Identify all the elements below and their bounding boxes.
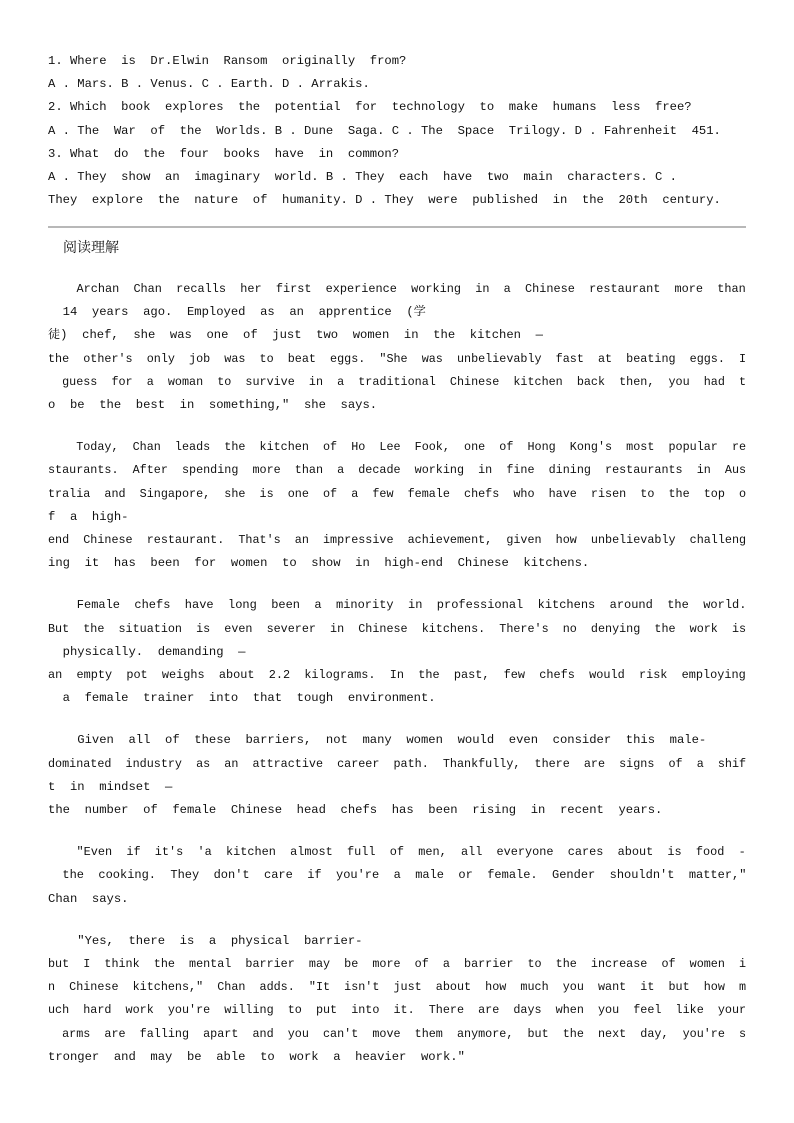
question-2-options: A . The War of the Worlds. B . Dune Saga. C . The Space Trilogy. D . Fahrenheit 451. (48, 124, 721, 138)
passage-line: "Yes, there is a physical barrier- (48, 934, 363, 948)
passage-line: f a high- (48, 510, 129, 524)
passage-line: "Even if it's 'a kitchen almost full of men, all everyone cares about is food - (48, 845, 746, 859)
passage-line: tralia and Singapore, she is one of a few female chefs who have risen to the top o (48, 487, 747, 501)
passage-line: o be the best in something," she says. (48, 398, 378, 412)
passage-line: end Chinese restaurant. That's an impressive achievement, given how unbelievably challeng (48, 533, 747, 547)
section-heading: 阅读理解 (63, 240, 119, 256)
passage-line: dominated industry as an attractive career path. Thankfully, there are signs of a shif (48, 757, 747, 771)
passage-line: Today, Chan leads the kitchen of Ho Lee Fook, one of Hong Kong's most popular re (48, 440, 747, 454)
passage-line: But the situation is even severer in Chinese kitchens. There's no denying the work is (48, 622, 747, 636)
passage-line: an empty pot weighs about 2.2 kilograms. In the past, few chefs would risk employing (48, 668, 746, 682)
passage-line: the number of female Chinese head chefs has been rising in recent years. (48, 803, 663, 817)
passage-line: Given all of these barriers, not many women would even consider this male- (48, 733, 707, 747)
passage-line: physically. demanding — (48, 645, 246, 659)
passage-line: Chan says. (48, 892, 129, 906)
passage-line: but I think the mental barrier may be more of a barrier to the increase of women i (48, 957, 747, 971)
question-1-options: A . Mars. B . Venus. C . Earth. D . Arrakis. (48, 77, 370, 91)
passage-line: a female trainer into that tough environment. (48, 691, 436, 705)
passage-line: t in mindset — (48, 780, 173, 794)
passage-line: tronger and may be able to work a heavier work." (48, 1050, 465, 1064)
question-1: 1. Where is Dr.Elwin Ransom originally from? (48, 54, 407, 68)
passage-line: Female chefs have long been a minority in professional kitchens around the world. (48, 598, 747, 612)
question-3-options-cont: They explore the nature of humanity. D . They were published in the 20th century. (48, 193, 721, 207)
passage-line: arms are falling apart and you can't move them anymore, but the next day, you're s (48, 1027, 747, 1041)
passage-line: 徒) chef, she was one of just two women in the kitchen — (48, 328, 543, 342)
passage-line: 14 years ago. Employed as an apprentice (学 (48, 305, 426, 319)
passage-line: the cooking. They don't care if you're a male or female. Gender shouldn't matter," (48, 868, 747, 882)
passage-line: n Chinese kitchens," Chan adds. "It isn't just about how much you want it but how m (48, 980, 747, 994)
section-divider (48, 226, 746, 228)
passage-line: ing it has been for women to show in high-end Chinese kitchens. (48, 556, 590, 570)
passage-line: guess for a woman to survive in a traditional Chinese kitchen back then, you had t (48, 375, 747, 389)
question-2: 2. Which book explores the potential for technology to make humans less free? (48, 100, 692, 114)
question-3-options: A . They show an imaginary world. B . They each have two main characters. C . (48, 170, 677, 184)
question-3: 3. What do the four books have in common? (48, 147, 400, 161)
passage-line: uch hard work you're willing to put into it. There are days when you feel like your (48, 1003, 747, 1017)
passage-line: staurants. After spending more than a decade working in fine dining restaurants in Aus (48, 463, 747, 477)
passage-line: Archan Chan recalls her first experience working in a Chinese restaurant more than (48, 282, 746, 296)
passage-line: the other's only job was to beat eggs. "She was unbelievably fast at beating eggs. I (48, 352, 747, 366)
